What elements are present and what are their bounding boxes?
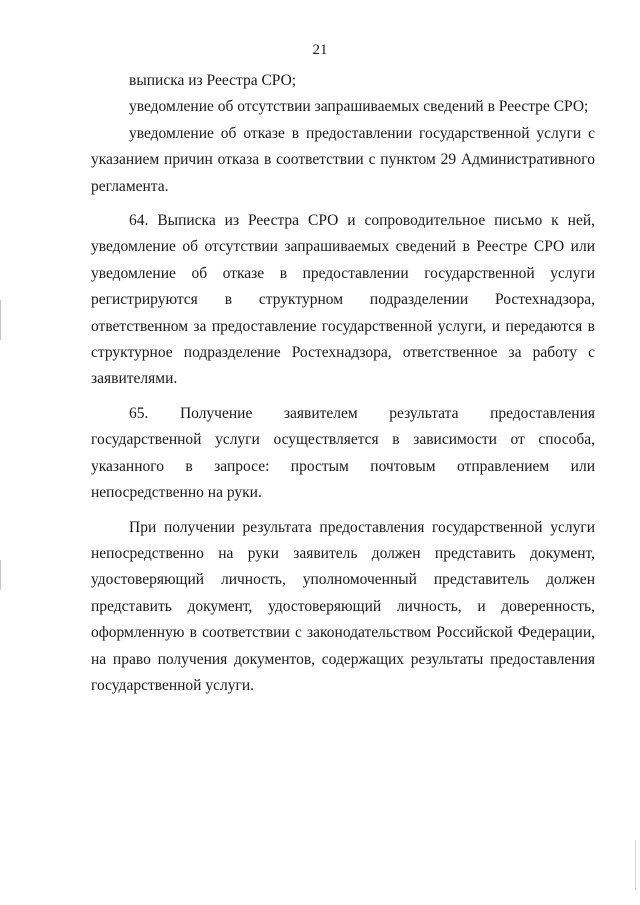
paragraph-spacer [91, 507, 595, 515]
paragraph-spacer [91, 200, 595, 208]
paragraph-absence-notice: уведомление об отсутствии запрашиваемых сведений в Реестре СРО; [129, 98, 589, 116]
paragraph-in-person-receipt: При получении результата предоставления государственной услуги непосредственно на руки заявитель должен представить документ, удостоверяющий личность, уполномоченный представитель должен представить документ, удостоверяющий личность, и доверенность, оформленную в соответствии с законодательством Российской Федерации, на право получения документов, содержащих результаты предоставления государственной услуги. [91, 518, 595, 694]
page-number: 21 [312, 42, 328, 58]
scan-edge-mark [0, 560, 1, 590]
document-body [91, 68, 595, 699]
paragraph-spacer [91, 393, 595, 401]
paragraph-64: 64. Выписка из Реестра СРО и сопроводительное письмо к ней, уведомление об отсутствии запрашиваемых сведений в Реестре СРО или уведомление об отказе в предоставлении государственной услуги регистрируются в структурном подразделении Ростехнадзора, ответственном за предоставление государственной услуги, и передаются в структурное подразделение Ростехнадзора, ответственное за работу с заявителями. [91, 212, 595, 388]
paragraph-registry-extract: выписка из Реестра СРО; [129, 72, 297, 89]
paragraph-refusal-notice: уведомление об отказе в предоставлении государственной услуги с указанием причин отказа в соответствии с пунктом 29 Административного регламента. [91, 124, 595, 195]
paragraph-65: 65. Получение заявителем результата предоставления государственной услуги осуществляется в зависимости от способа, указанного в запросе: простым почтовым отправлением или непосредственно на руки. [91, 404, 595, 502]
scan-edge-mark [0, 300, 1, 340]
scan-edge-mark [635, 840, 636, 890]
